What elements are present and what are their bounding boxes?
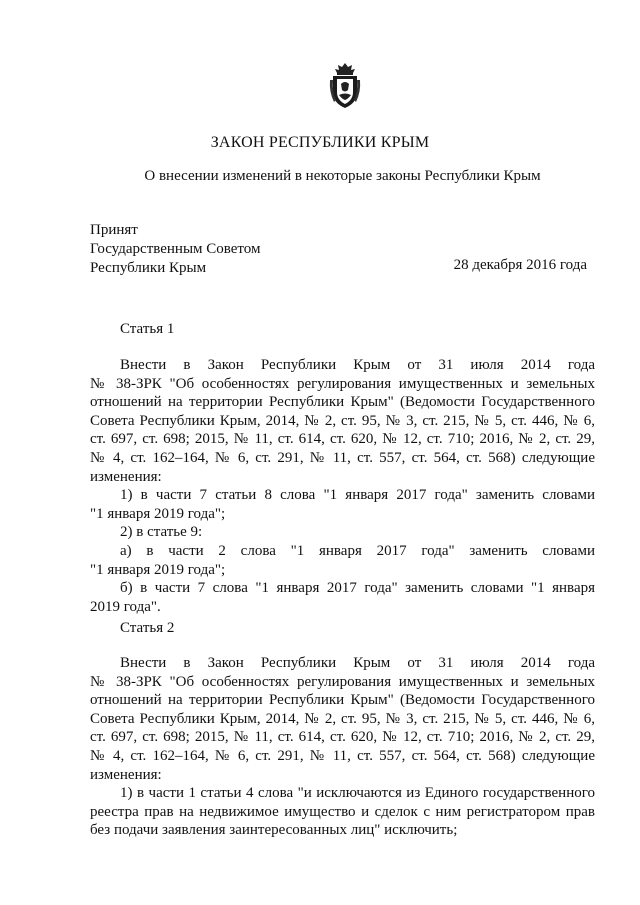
text-line: № 38-ЗРК "Об особенностях регулирования имущественных и земельных xyxy=(90,375,595,392)
text-line: а) в части 2 слова "1 января 2017 года" заменить словами xyxy=(120,542,595,559)
text-line: Внести в Закон Республики Крым от 31 июля 2014 года xyxy=(120,357,595,373)
document-title: ЗАКОН РЕСПУБЛИКИ КРЫМ xyxy=(210,134,430,151)
text-line: без подачи заявления заинтересованных лиц" исключить; xyxy=(90,822,458,839)
coat-of-arms-icon xyxy=(328,62,362,110)
text-line: № 38-ЗРК "Об особенностях регулирования имущественных и земельных xyxy=(90,673,595,690)
text-line: "1 января 2019 года"; xyxy=(90,505,226,522)
text-line: изменения: xyxy=(90,468,162,485)
document-subtitle: О внесении изменений в некоторые законы Республики Крым xyxy=(144,168,541,184)
article-1-heading: Статья 1 xyxy=(120,321,175,337)
text-line: Совета Республики Крым, 2014, № 2, ст. 95, № 3, ст. 215, № 5, ст. 446, № 6, xyxy=(90,412,595,429)
text-line: ст. 697, ст. 698; 2015, № 11, ст. 614, ст. 620, № 12, ст. 710; 2016, № 2, ст. 29, xyxy=(90,729,595,746)
text-line: отношений на территории Республики Крым" (Ведомости Государственного xyxy=(90,394,595,411)
text-line: Совета Республики Крым, 2014, № 2, ст. 95, № 3, ст. 215, № 5, ст. 446, № 6, xyxy=(90,710,595,727)
text-line: изменения: xyxy=(90,766,162,783)
text-line: ст. 697, ст. 698; 2015, № 11, ст. 614, ст. 620, № 12, ст. 710; 2016, № 2, ст. 29, xyxy=(90,431,595,448)
adoption-date: 28 декабря 2016 года xyxy=(453,257,587,273)
text-line: реестра прав на недвижимое имущество и сделок с ним регистратором прав xyxy=(90,803,595,820)
text-line: "1 января 2019 года"; xyxy=(90,561,226,578)
adoption-line: Государственным Советом xyxy=(90,241,261,257)
text-line: б) в части 7 слова "1 января 2017 года" заменить словами "1 января xyxy=(120,580,595,597)
text-line: № 4, ст. 162–164, № 6, ст. 291, № 11, ст. 557, ст. 564, ст. 568) следующие xyxy=(90,449,595,466)
text-line: 1) в части 7 статьи 8 слова "1 января 2017 года" заменить словами xyxy=(120,487,595,504)
article-2-heading: Статья 2 xyxy=(120,620,175,636)
adoption-line: Принят xyxy=(90,222,138,238)
text-line: 1) в части 1 статьи 4 слова "и исключаются из Единого государственного xyxy=(120,785,595,802)
text-line: отношений на территории Республики Крым" (Ведомости Государственного xyxy=(90,692,595,709)
adoption-block xyxy=(90,221,261,278)
text-line: № 4, ст. 162–164, № 6, ст. 291, № 11, ст. 557, ст. 564, ст. 568) следующие xyxy=(90,747,595,764)
article-2-intro xyxy=(90,654,595,840)
text-line: 2) в статье 9: xyxy=(120,524,203,541)
adoption-line: Республики Крым xyxy=(90,260,207,276)
text-line: Внести в Закон Республики Крым от 31 июля 2014 года xyxy=(120,655,595,671)
article-1-intro xyxy=(90,356,595,616)
text-line: 2019 года". xyxy=(90,598,161,615)
